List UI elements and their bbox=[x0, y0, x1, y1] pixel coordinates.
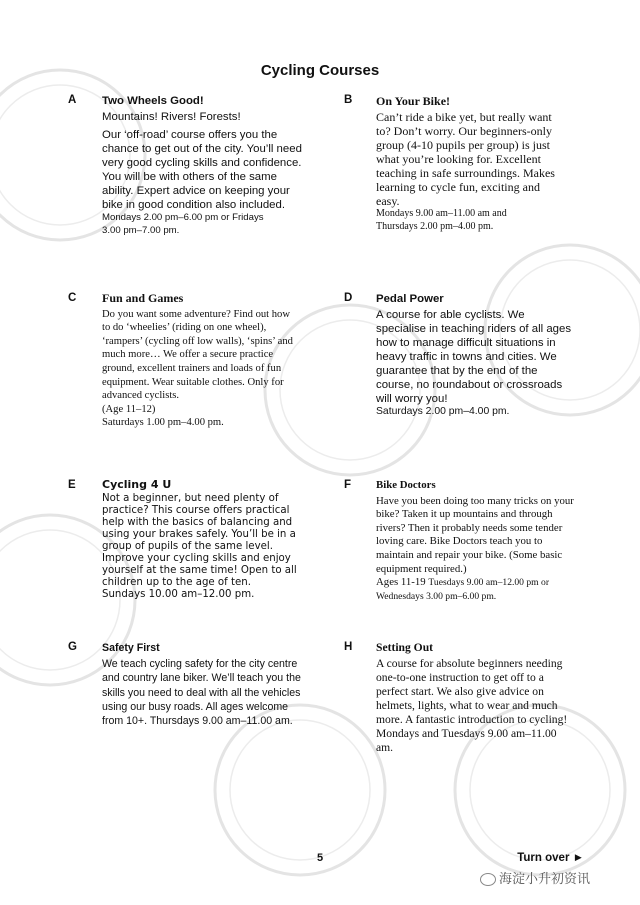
course-letter: F bbox=[344, 479, 352, 491]
turn-over-link[interactable]: Turn over ► bbox=[517, 852, 584, 864]
course-times: Thursdays 9.00 am–11.00 am. bbox=[149, 715, 293, 728]
course-body-and-times bbox=[102, 657, 302, 728]
course-schedule bbox=[376, 576, 576, 603]
course-body-and-times bbox=[376, 657, 576, 755]
course-letter: B bbox=[344, 94, 353, 106]
footer-watermark bbox=[480, 868, 590, 887]
course-title: Setting Out bbox=[376, 641, 434, 654]
course-card-c bbox=[102, 292, 298, 430]
watermark-label: 海淀小升初资讯 bbox=[499, 872, 591, 887]
course-card-g bbox=[102, 641, 302, 728]
course-body: Our ‘off-road’ course offers you the chance to get out of the city. You’ll need very good cycling skills and confidence. You will be with others of the same ability. Expert advice on keeping your bike in good condition also included. bbox=[102, 129, 302, 211]
wechat-icon bbox=[480, 873, 496, 886]
course-body: We teach cycling safety for the city centre and country lane biker. We’ll teach you the skills you need to deal with all the vehicles using our busy roads. All ages welcome from 10+. bbox=[102, 658, 301, 728]
course-title: Pedal Power bbox=[376, 293, 444, 305]
course-body: Have you been doing too many tricks on your bike? Taken it up mountains and through rivers? Then it probably needs some tender loving care. Bike Doctors teach you to maintain and repair your bike. (Some basic equipment required.) bbox=[376, 494, 574, 575]
course-card-f bbox=[376, 479, 576, 603]
course-body: A course for absolute beginners needing one-to-one instruction to get off to a perfect start. We also give advice on helmets, lights, what to wear and much more. A fantastic introduction to cycling! bbox=[376, 657, 568, 726]
course-times: Mondays 2.00 pm–6.00 pm or Fridays 3.00 pm–7.00 pm. bbox=[102, 212, 264, 236]
course-title: Safety First bbox=[102, 642, 160, 654]
page-number: 5 bbox=[316, 852, 324, 864]
course-title: Two Wheels Good! bbox=[102, 95, 204, 107]
course-times: Sundays 10.00 am–12.00 pm. bbox=[102, 589, 255, 600]
course-times: Saturdays 2.00 pm–4.00 pm. bbox=[376, 406, 510, 417]
course-letter: E bbox=[68, 479, 76, 491]
course-tagline: Mountains! Rivers! Forests! bbox=[102, 111, 241, 123]
course-card-h bbox=[376, 641, 576, 755]
course-age: (Age 11–12) bbox=[102, 403, 156, 415]
course-title: Bike Doctors bbox=[376, 479, 436, 491]
course-letter: C bbox=[68, 292, 77, 304]
course-card-d bbox=[376, 292, 572, 419]
page-title: Cycling Courses bbox=[260, 62, 380, 79]
course-body: Not a beginner, but need plenty of practice? This course offers practical help with the basics of balancing and using your brakes safely. You’ll be in a group of pupils of the same level. Improve your cycling skills and enjoy yourself at the same time! Open to all children up to the age of ten. bbox=[102, 493, 297, 588]
course-title: Fun and Games bbox=[102, 291, 184, 305]
course-title: Cycling 4 U bbox=[102, 478, 172, 491]
course-body: A course for able cyclists. We specialise in teaching riders of all ages how to manage difficult situations in heavy traffic in towns and cities. We guarantee that by the end of the course, no roundabout or crossroads will worry you! bbox=[376, 309, 572, 405]
course-card-b bbox=[376, 94, 560, 233]
course-times: Tuesdays 9.00 am–12.00 pm or Wednesdays 3.00 pm–6.00 pm. bbox=[376, 577, 550, 602]
course-ages: Ages 11-19 bbox=[376, 576, 426, 589]
course-times: Mondays and Tuesdays 9.00 am–11.00 am. bbox=[376, 727, 557, 754]
course-body: Do you want some adventure? Find out how to do ‘wheelies’ (riding on one wheel), ‘rampers’ (cycling off low walls), ‘spins’ and much more… We offer a secure practice ground, excellent trainers and loads of fun equipment. Wear suitable clothes. Only for advanced cyclists. bbox=[102, 308, 293, 402]
course-title: On Your Bike! bbox=[376, 94, 451, 108]
course-body: Can’t ride a bike yet, but really want to? Don’t worry. Our beginners-only group (4-10 pupils per group) is just what you’re looking for. Excellent teaching in safe surroundings. Makes learning to cycle fun, exciting and easy. bbox=[376, 110, 555, 208]
course-letter: A bbox=[68, 94, 77, 106]
course-letter: G bbox=[68, 641, 77, 653]
course-letter: D bbox=[344, 292, 353, 304]
course-times: Mondays 9.00 am–11.00 am and Thursdays 2.00 pm–4.00 pm. bbox=[376, 208, 507, 232]
course-letter: H bbox=[344, 641, 353, 653]
course-card-e bbox=[102, 479, 298, 601]
course-card-a bbox=[102, 94, 302, 237]
course-times: Saturdays 1.00 pm–4.00 pm. bbox=[102, 417, 224, 429]
